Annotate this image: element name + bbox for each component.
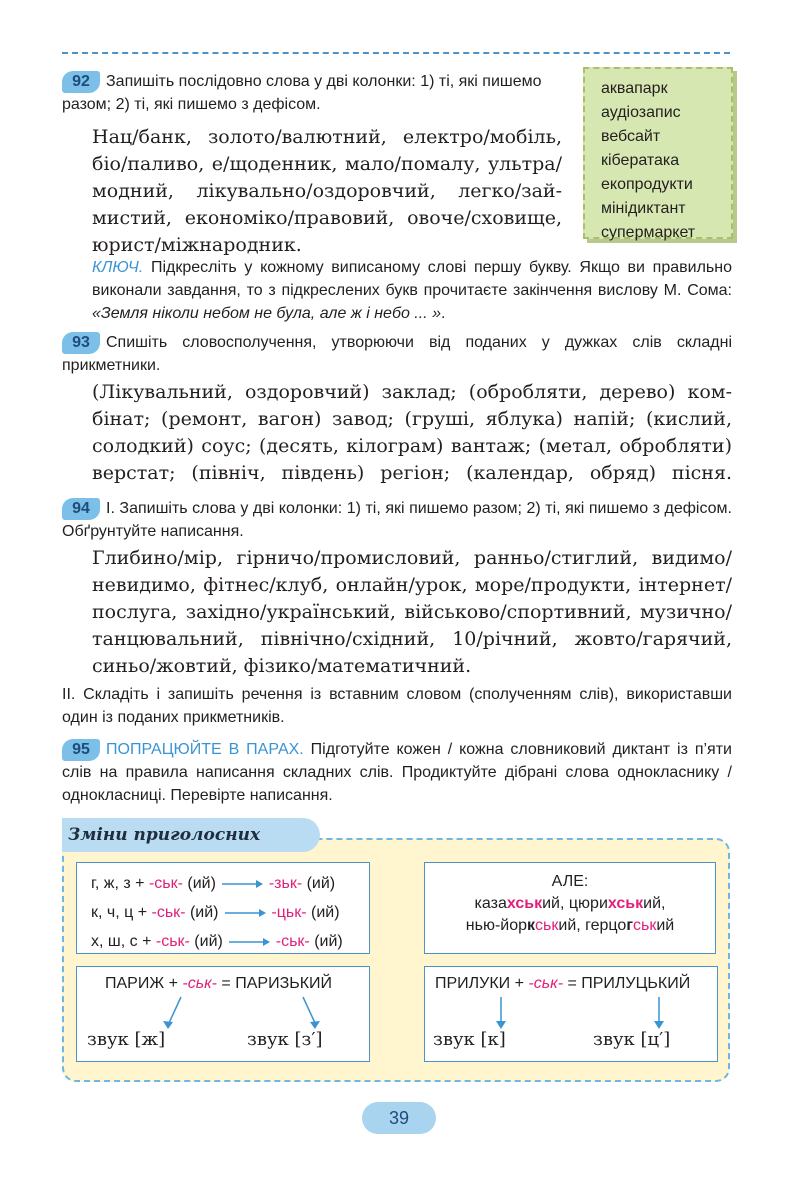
txt: каза bbox=[474, 895, 507, 912]
task-text: Підготуйте кожен / кожна словниковий диктант із п’яти слів на правила написання складних слів. Продиктуйте дібрані слова однокласнику / однокласниці. Перевірте написання. bbox=[62, 741, 732, 804]
word-item: аквапарк bbox=[601, 80, 668, 97]
word-item: екопродукти bbox=[601, 176, 693, 193]
sound-label: звук [ж] bbox=[87, 1029, 166, 1050]
exercise-number: 94 bbox=[62, 498, 100, 520]
sound-label: звук [з′] bbox=[247, 1029, 323, 1050]
but-title: АЛЕ: bbox=[551, 873, 589, 890]
exercise-94-task2: ІІ. Складіть і запишіть речення із вставним словом (сполученням слів), використавши один із поданих прикметників. bbox=[62, 686, 732, 726]
highlight: к bbox=[527, 917, 536, 934]
text-line: модний, лікувально/оздоровчий, легко/зай- bbox=[92, 180, 562, 202]
highlight: г bbox=[626, 917, 633, 934]
example-paris-panel bbox=[76, 966, 370, 1062]
exercise-number: 95 bbox=[62, 739, 100, 761]
example-pryluky-panel bbox=[424, 966, 718, 1062]
page-number: 39 bbox=[362, 1102, 436, 1134]
exercise-number: 92 bbox=[62, 71, 100, 93]
key-end: . bbox=[440, 305, 446, 322]
suffix: -ськ- bbox=[528, 975, 564, 992]
highlight: хськ bbox=[607, 895, 644, 912]
row-left: к, ч, ц + bbox=[91, 904, 152, 921]
text-line: (Лікувальний, оздоровчий) заклад; (обробляти, дерево) ком- bbox=[92, 381, 732, 403]
key-quote: «Земля ніколи небом не була, але ж і небо ... » bbox=[92, 305, 441, 322]
txt: ий bbox=[656, 917, 675, 934]
row-suffix: -ськ- bbox=[155, 933, 190, 950]
word-item: мінідиктант bbox=[601, 200, 686, 217]
rule-title: Зміни приголосних bbox=[62, 818, 320, 852]
txt: = ПРИЛУЦЬКИЙ bbox=[563, 975, 691, 992]
key-label: КЛЮЧ. bbox=[92, 259, 144, 276]
change-row bbox=[91, 898, 369, 927]
arrow-icon bbox=[223, 908, 267, 918]
row-result-tail: (ий) bbox=[309, 933, 343, 950]
row-result: -ськ- bbox=[275, 933, 310, 950]
text-line: юрист/міжнародник. bbox=[92, 234, 302, 256]
word-item: аудіозапис bbox=[601, 104, 681, 121]
row-tail: (ий) bbox=[185, 904, 219, 921]
consonant-changes-panel bbox=[76, 862, 370, 954]
exceptions-panel bbox=[424, 862, 716, 954]
word-item: супермаркет bbox=[601, 224, 696, 241]
highlight: ськ bbox=[535, 917, 559, 934]
exercise-number: 93 bbox=[62, 332, 100, 354]
text-line: невидимо, фітнес/клуб, онлайн/урок, море/продукти, інтернет/ bbox=[92, 574, 732, 596]
exercise-93-task bbox=[62, 331, 732, 377]
exercise-93-words bbox=[92, 379, 732, 487]
txt: ПРИЛУКИ + bbox=[435, 975, 529, 992]
word-item: вебсайт bbox=[601, 128, 661, 145]
exception-line-2 bbox=[425, 915, 715, 937]
pair-work-label: ПОПРАЦЮЙТЕ В ПАРАХ. bbox=[106, 741, 304, 758]
task-text: Спишіть словосполучення, утворюючи від поданих у дужках слів складні прикметники. bbox=[62, 334, 732, 374]
exercise-92-task bbox=[62, 70, 567, 116]
sound-label: звук [к] bbox=[433, 1029, 506, 1050]
top-divider bbox=[62, 52, 730, 54]
txt: ий, bbox=[643, 895, 666, 912]
arrow-icon bbox=[227, 937, 271, 947]
text-line: біо/паливо, е/щоденник, мало/помалу, ультра/ bbox=[92, 153, 562, 175]
word-item: кібератака bbox=[601, 152, 680, 169]
txt: ПАРИЖ + bbox=[105, 975, 183, 992]
text-line: бінат; (ремонт, вагон) завод; (груші, яблука) напій; (кислий, bbox=[92, 408, 732, 430]
row-suffix: -ськ- bbox=[151, 904, 186, 921]
highlight: хськ bbox=[506, 895, 543, 912]
txt: = ПАРИЗЬКИЙ bbox=[216, 975, 333, 992]
key-text: Підкресліть у кожному виписаному слові першу букву. Якщо ви правильно виконали завдання, то з підкреслених букв прочитаєте закінчення вислову М. Сома: bbox=[92, 259, 732, 299]
row-result-tail: (ий) bbox=[306, 904, 340, 921]
row-result: -зьк- bbox=[268, 875, 303, 892]
text-line: синьо/жовтий, фізико/математичний. bbox=[92, 655, 472, 677]
text-line: танцювальний, північно/східний, 10/річний, жовто/гарячий, bbox=[92, 628, 732, 650]
change-row bbox=[91, 869, 369, 898]
word-box bbox=[583, 67, 733, 239]
exercise-92-key bbox=[62, 256, 732, 325]
exercise-92-words bbox=[92, 124, 562, 259]
exercise-94-task bbox=[62, 497, 732, 543]
text-line: мистий, економіко/правовий, овоче/сховище, bbox=[92, 207, 562, 229]
sound-label: звук [ц′] bbox=[593, 1029, 671, 1050]
txt: ий, цюри bbox=[542, 895, 608, 912]
txt: ий, герцо bbox=[558, 917, 627, 934]
exercise-95-task bbox=[62, 738, 732, 807]
exception-line-1 bbox=[425, 893, 715, 915]
task-text: І. Запишіть слова у дві колонки: 1) ті, які пишемо разом; 2) ті, які пишемо з дефісом. Обґрунтуйте написання. bbox=[62, 500, 732, 540]
row-result-tail: (ий) bbox=[302, 875, 336, 892]
text-line: солодкий) соус; (десять, кілограм) вантаж; (метал, обробляти) bbox=[92, 435, 732, 457]
arrow-icon bbox=[220, 879, 264, 889]
suffix: -ськ- bbox=[182, 975, 217, 992]
row-tail: (ий) bbox=[182, 875, 216, 892]
row-left: г, ж, з + bbox=[91, 875, 149, 892]
text-line: послуга, західно/український, військово/спортивний, музично/ bbox=[92, 601, 732, 623]
task-text: Запишіть послідовно слова у дві колонки: 1) ті, які пишемо разом; 2) ті, які пишемо з дефісом. bbox=[62, 73, 542, 113]
row-tail: (ий) bbox=[189, 933, 223, 950]
text-line: верстат; (північ, південь) регіон; (календар, обряд) пісня. bbox=[92, 462, 732, 484]
text-line: Нац/банк, золото/валютний, електро/мобіль, bbox=[92, 126, 562, 148]
exercise-94-words bbox=[92, 545, 732, 680]
row-result: -цьк- bbox=[271, 904, 307, 921]
txt: нью-йор bbox=[465, 917, 528, 934]
text-line: Глибино/мір, гірничо/промисловий, ранньо/стиглий, видимо/ bbox=[92, 547, 732, 569]
row-left: х, ш, с + bbox=[91, 933, 156, 950]
row-suffix: -ськ- bbox=[148, 875, 183, 892]
highlight: ськ bbox=[632, 917, 657, 934]
change-row bbox=[91, 927, 369, 956]
